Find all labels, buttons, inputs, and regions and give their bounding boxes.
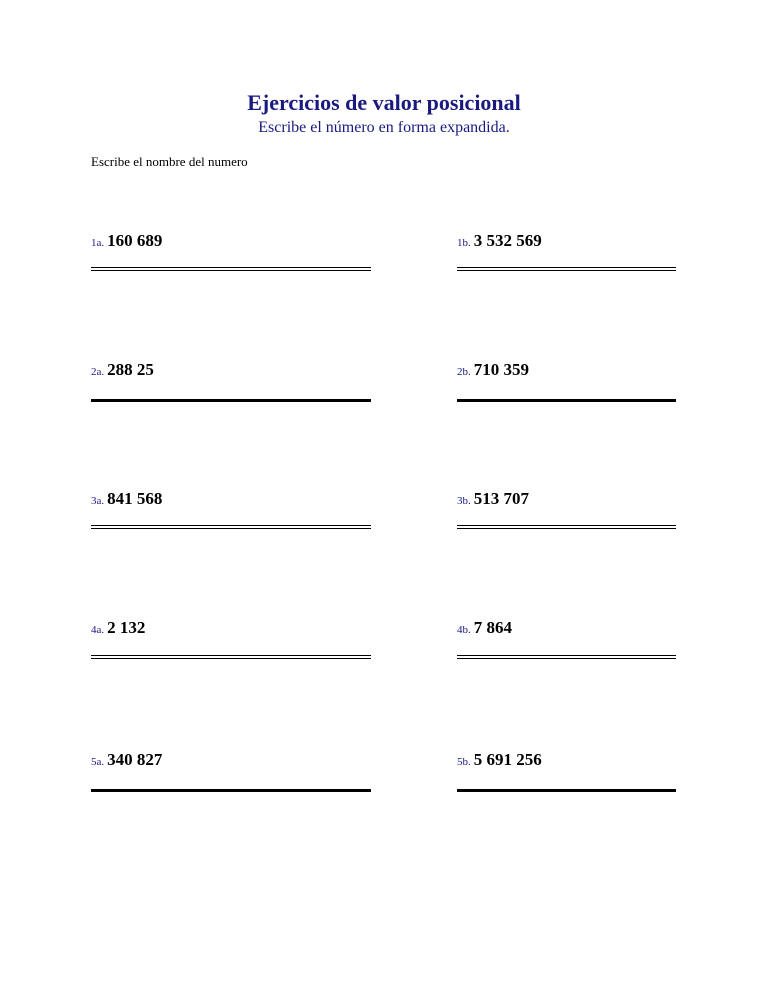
exercise-4a xyxy=(91,618,371,642)
answer-line[interactable] xyxy=(91,399,371,402)
exercise-number: 340 827 xyxy=(107,750,163,769)
exercise-1b xyxy=(457,231,676,255)
exercise-5b xyxy=(457,750,676,774)
exercise-label: 4a. xyxy=(91,624,105,636)
exercise-number: 7 864 xyxy=(473,618,512,637)
answer-line[interactable] xyxy=(91,789,371,792)
exercise-number: 288 25 xyxy=(107,360,154,379)
exercise-number: 160 689 xyxy=(107,231,163,250)
answer-line[interactable] xyxy=(91,655,371,659)
exercise-label: 2a. xyxy=(91,366,105,378)
exercise-label: 3a. xyxy=(91,495,105,507)
exercise-label: 3b. xyxy=(457,495,471,507)
exercise-label: 1b. xyxy=(457,237,471,249)
exercise-number: 513 707 xyxy=(473,489,529,508)
answer-line[interactable] xyxy=(457,789,676,792)
exercise-4b xyxy=(457,618,676,642)
exercise-label: 1a. xyxy=(91,237,105,249)
exercise-3b xyxy=(457,489,676,513)
page-subtitle: Escribe el número en forma expandida. xyxy=(258,119,510,136)
exercise-5a xyxy=(91,750,371,774)
exercise-number: 710 359 xyxy=(473,360,529,379)
exercise-1a xyxy=(91,231,371,255)
exercise-2a xyxy=(91,360,371,384)
exercise-label: 5b. xyxy=(457,756,471,768)
exercise-label: 4b. xyxy=(457,624,471,636)
exercise-label: 2b. xyxy=(457,366,471,378)
exercise-number: 5 691 256 xyxy=(473,750,542,769)
exercise-number: 3 532 569 xyxy=(473,231,542,250)
exercise-3a xyxy=(91,489,371,513)
answer-line[interactable] xyxy=(457,399,676,402)
page-title: Ejercicios de valor posicional xyxy=(247,90,521,115)
answer-line[interactable] xyxy=(457,525,676,529)
answer-line[interactable] xyxy=(91,267,371,271)
exercise-number: 841 568 xyxy=(107,489,163,508)
exercise-label: 5a. xyxy=(91,756,105,768)
instruction-text: Escribe el nombre del numero xyxy=(91,154,248,169)
exercise-2b xyxy=(457,360,676,384)
answer-line[interactable] xyxy=(457,267,676,271)
answer-line[interactable] xyxy=(91,525,371,529)
exercise-number: 2 132 xyxy=(107,618,146,637)
answer-line[interactable] xyxy=(457,655,676,659)
